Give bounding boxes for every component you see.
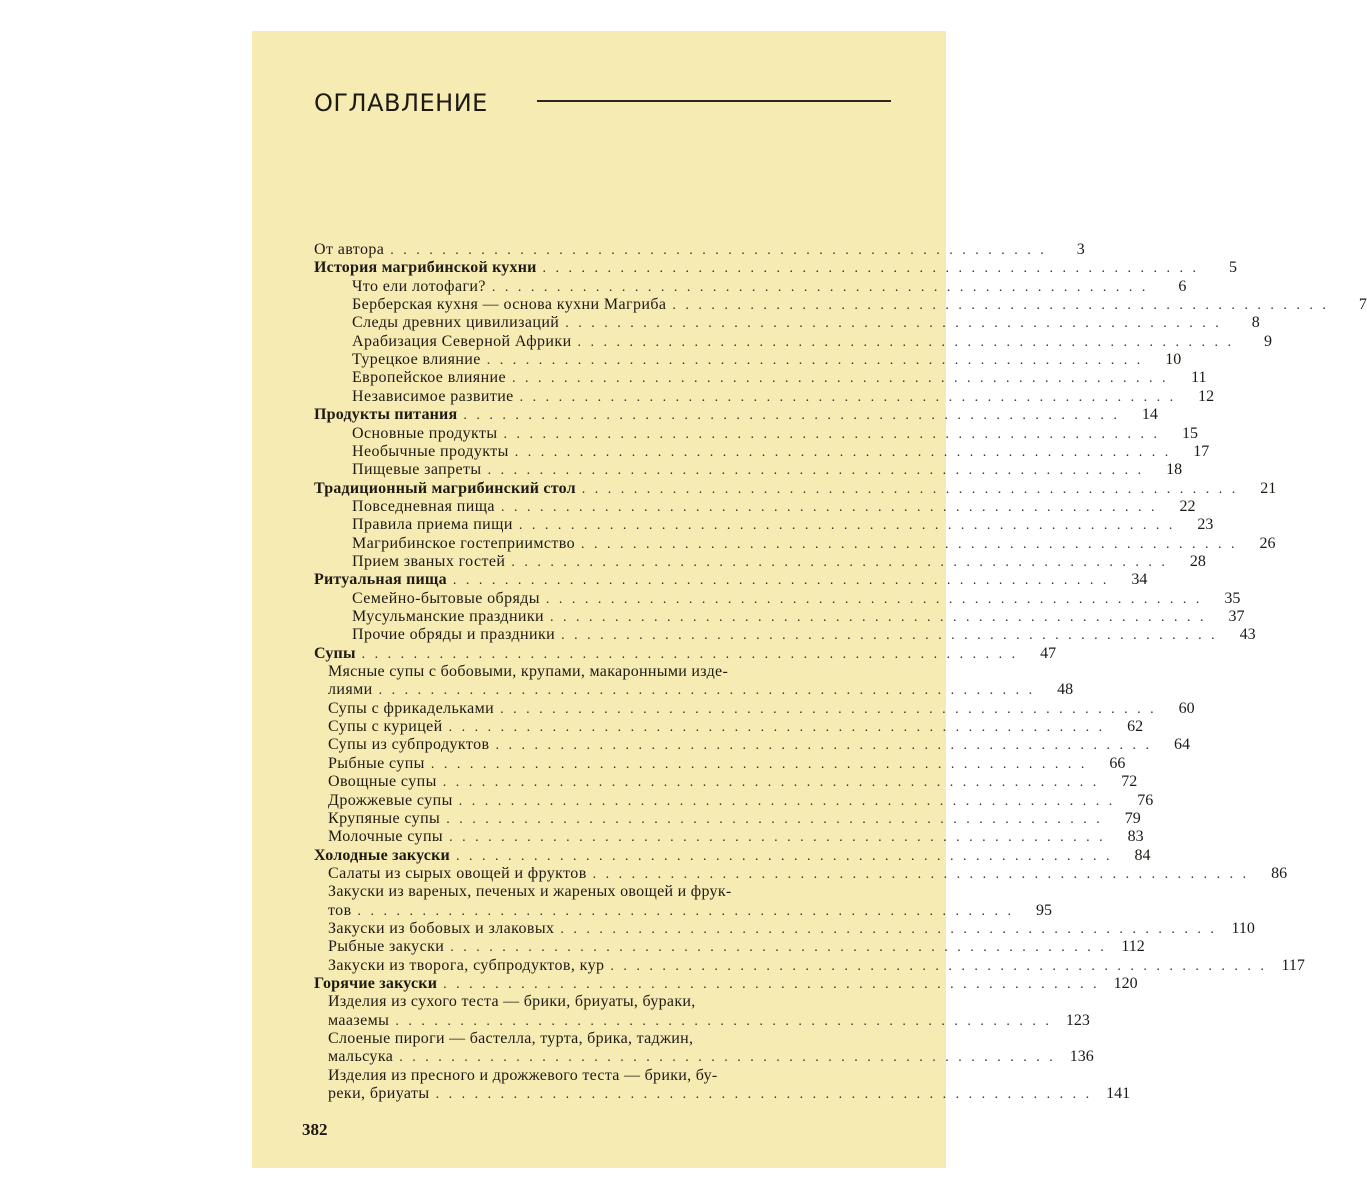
toc-entry-title: Закуски из творога, субпродуктов, кур (328, 956, 605, 974)
dot-leader: . . . . . . . . . . . . . . . . . . . . . . . . . . . . . . . . . . . . . . . . . . . . . . . . . . . (514, 444, 1172, 460)
toc-entry-title: Изделия из сухого теста — брики, бриуаты, бураки, (328, 993, 696, 1011)
toc-entry-title: Турецкое влияние (352, 351, 481, 369)
toc-entry-page: 28 (1189, 552, 1206, 570)
dot-leader: . . . . . . . . . . . . . . . . . . . . . . . . . . . . . . . . . . . . . . . . . . . . . . . . . . . (581, 481, 1239, 497)
toc-entry-page: 5 (1229, 259, 1238, 277)
dot-leader: . . . . . . . . . . . . . . . . . . . . . . . . . . . . . . . . . . . . . . . . . . . . . . . . . . . (560, 921, 1217, 937)
toc-entry (328, 828, 1144, 846)
toc-entry (352, 332, 1273, 351)
dot-leader: . . . . . . . . . . . . . . . . . . . . . . . . . . . . . . . . . . . . . . . . . . . . . . . . . . . (518, 518, 1176, 534)
toc-entry-title: тов (328, 901, 352, 919)
toc-entry-title: реки, бриуаты (328, 1085, 430, 1103)
toc-entry-page: 86 (1271, 864, 1288, 882)
toc-entry-page: 10 (1165, 351, 1182, 369)
toc-entry-title: Дрожжевые супы (328, 791, 453, 809)
toc-entry-title: Семейно-бытовые обряды (352, 589, 540, 607)
toc-entry-title: Рыбные закуски (328, 938, 445, 956)
toc-entry (352, 461, 1183, 479)
toc-entry (314, 975, 1138, 993)
toc-entry-title: Супы (314, 644, 356, 662)
toc-entry-page: 35 (1224, 589, 1241, 607)
toc-entry-title: Основные продукты (352, 424, 498, 442)
toc-entry-title: Холодные закуски (314, 846, 450, 864)
toc-entry-page: 84 (1134, 846, 1151, 864)
dot-leader: . . . . . . . . . . . . . . . . . . . . . . . . . . . . . . . . . . . . . . . . . . . . . . . . . . . (486, 353, 1144, 369)
toc-entry-page: 21 (1260, 479, 1277, 497)
toc-entry-title: Арабизация Северной Африки (352, 332, 572, 350)
dot-leader: . . . . . . . . . . . . . . . . . . . . . . . . . . . . . . . . . . . . . . . . . . . . . . . . . . . (430, 756, 1088, 772)
toc-entry-title: Супы с фрикадельками (328, 699, 495, 717)
toc-entry-title: Мусульманские праздники (352, 608, 545, 625)
toc-entry (352, 387, 1215, 406)
toc-entry (314, 571, 1148, 589)
toc-entry-page: 17 (1193, 442, 1210, 460)
toc-entry (328, 718, 1144, 736)
toc-entry-page: 141 (1106, 1085, 1131, 1103)
toc-entry-title: От автора (314, 241, 385, 258)
dot-leader: . . . . . . . . . . . . . . . . . . . . . . . . . . . . . . . . . . . . . . . . . . . . . . . . . . . (581, 536, 1238, 552)
dot-leader: . . . . . . . . . . . . . . . . . . . . . . . . . . . . . . . . . . . . . . . . . . . . . . . . . . . (361, 646, 1019, 662)
toc-entry-continuation (328, 1048, 1094, 1066)
toc-entry-title: Горячие закуски (314, 975, 438, 992)
dot-leader: . . . . . . . . . . . . . . . . . . . . . . . . . . . . . . . . . . . . . . . . . . . . . . . . . . . (503, 426, 1161, 442)
dot-leader: . . . . . . . . . . . . . . . . . . . . . . . . . . . . . . . . . . . . . . . . . . . . . . . . . . . (495, 738, 1152, 754)
dot-leader: . . . . . . . . . . . . . . . . . . . . . . . . . . . . . . . . . . . . . . . . . . . . . . . . . . . (448, 720, 1106, 736)
toc-entry-title: Пищевые запреты (352, 461, 482, 479)
toc-entry-title: лиями (328, 681, 373, 699)
page-heading: ОГЛАВЛЕНИЕ (314, 89, 488, 117)
toc-entry-page: 7 (1358, 296, 1367, 314)
dot-leader: . . . . . . . . . . . . . . . . . . . . . . . . . . . . . . . . . . . . . . . . . . . . . . . . . . . (519, 389, 1177, 405)
toc-entry-page: 8 (1251, 314, 1260, 332)
toc-entry-page: 18 (1166, 461, 1183, 479)
toc-entry-page: 72 (1121, 773, 1138, 791)
toc-entry (328, 754, 1126, 773)
toc-entry (328, 736, 1190, 754)
toc-entry-title: Правила приема пищи (352, 516, 513, 534)
toc-entry-continuation (328, 901, 1053, 920)
toc-entry-title: Молочные супы (328, 828, 444, 846)
toc-entry (352, 608, 1245, 626)
toc-entry (328, 773, 1138, 791)
toc-entry-title: Необычные продукты (352, 442, 509, 460)
dot-leader: . . . . . . . . . . . . . . . . . . . . . . . . . . . . . . . . . . . . . . . . . . . . . . . . . . . (395, 1013, 1052, 1029)
toc-entry-continuation (328, 1011, 1090, 1030)
toc-entry-title: Супы из субпродуктов (328, 736, 490, 754)
toc-entry-page: 15 (1182, 424, 1199, 442)
toc-entry-page: 76 (1137, 791, 1154, 809)
toc-entry-title: Следы древних цивилизаций (352, 314, 560, 332)
toc-entry-page: 3 (1076, 241, 1085, 258)
toc-entry-title: Берберская кухня — основа кухни Магриба (352, 296, 667, 314)
toc-entry-page: 64 (1173, 736, 1190, 754)
toc-entry (352, 534, 1276, 553)
toc-entry (328, 864, 1288, 883)
toc-entry (352, 626, 1256, 644)
toc-entry (352, 314, 1260, 332)
dot-leader: . . . . . . . . . . . . . . . . . . . . . . . . . . . . . . . . . . . . . . . . . . . . . . . . . . . (672, 298, 1329, 314)
toc-entry (352, 516, 1214, 534)
toc-entry (352, 424, 1199, 443)
toc-entry (328, 809, 1141, 828)
toc-entry (352, 277, 1187, 296)
toc-entry-page: 79 (1124, 809, 1141, 827)
dot-leader: . . . . . . . . . . . . . . . . . . . . . . . . . . . . . . . . . . . . . . . . . . . . . . . . . . . (357, 903, 1015, 919)
toc-entry-title: мааземы (328, 1011, 390, 1029)
dot-leader: . . . . . . . . . . . . . . . . . . . . . . . . . . . . . . . . . . . . . . . . . . . . . . . . . . . (446, 811, 1103, 827)
toc-entry-title: Рыбные супы (328, 754, 425, 772)
dot-leader: . . . . . . . . . . . . . . . . . . . . . . . . . . . . . . . . . . . . . . . . . . . . . . . . . . . (458, 793, 1116, 809)
toc-entry-page: 23 (1197, 516, 1214, 534)
toc-entry (352, 497, 1196, 516)
toc-entry-title: Европейское влияние (352, 369, 506, 387)
toc-entry-title: Закуски из вареных, печеных и жареных овощей и фрук- (328, 883, 732, 901)
toc-entry-page: 117 (1281, 956, 1305, 974)
toc-entry (352, 369, 1207, 387)
toc-entry-page: 83 (1127, 828, 1144, 846)
heading-rule (537, 100, 891, 102)
dot-leader: . . . . . . . . . . . . . . . . . . . . . . . . . . . . . . . . . . . . . . . . . . . . . . . . . . . (442, 775, 1100, 791)
toc-entry-page: 11 (1191, 369, 1207, 387)
dot-leader: . . . . . . . . . . . . . . . . . . . . . . . . . . . . . . . . . . . . . . . . . . . . . . . . . . . (450, 940, 1107, 956)
toc-entry-continuation (328, 1085, 1131, 1103)
toc-entry-title: Продукты питания (314, 406, 458, 424)
toc-entry (314, 846, 1151, 865)
toc-entry (328, 919, 1255, 938)
toc-entry-title: Овощные супы (328, 773, 437, 791)
toc-entry-page: 12 (1198, 387, 1215, 405)
toc-entry-title: Супы с курицей (328, 718, 443, 736)
dot-leader: . . . . . . . . . . . . . . . . . . . . . . . . . . . . . . . . . . . . . . . . . . . . . . . . . . . (435, 1087, 1093, 1103)
toc-entry-title: Слоеные пироги — бастелла, турта, брика, таджин, (328, 1030, 694, 1048)
dot-leader: . . . . . . . . . . . . . . . . . . . . . . . . . . . . . . . . . . . . . . . . . . . . . . . . . . . (545, 591, 1203, 607)
toc-entry-page: 120 (1113, 975, 1138, 992)
dot-leader: . . . . . . . . . . . . . . . . . . . . . . . . . . . . . . . . . . . . . . . . . . . . . . . . . . . (561, 628, 1218, 644)
toc-entry-page: 37 (1228, 608, 1245, 625)
toc-entry (328, 938, 1145, 956)
dot-leader: . . . . . . . . . . . . . . . . . . . . . . . . . . . . . . . . . . . . . . . . . . . . . . . . . . . (550, 610, 1207, 625)
toc-entry (352, 442, 1210, 461)
toc-entry (314, 406, 1158, 424)
toc-entry-title: Прием званых гостей (352, 552, 506, 570)
dot-leader: . . . . . . . . . . . . . . . . . . . . . . . . . . . . . . . . . . . . . . . . . . . . . . . . . . . (512, 371, 1169, 387)
dot-leader: . . . . . . . . . . . . . . . . . . . . . . . . . . . . . . . . . . . . . . . . . . . . . . . . . . . (399, 1050, 1056, 1066)
toc-entry-page: 14 (1141, 406, 1158, 424)
toc-entry (314, 479, 1277, 498)
dot-leader: . . . . . . . . . . . . . . . . . . . . . . . . . . . . . . . . . . . . . . . . . . . . . . . . . . . (449, 830, 1106, 846)
toc-entry (352, 552, 1206, 571)
dot-leader: . . . . . . . . . . . . . . . . . . . . . . . . . . . . . . . . . . . . . . . . . . . . . . . . . . . (443, 977, 1100, 992)
toc-entry (314, 259, 1238, 277)
toc-entry (352, 296, 1367, 314)
toc-entry-title: Крупяные супы (328, 809, 441, 827)
toc-entry-page: 110 (1231, 919, 1255, 937)
toc-entry-title: Ритуальная пища (314, 571, 447, 589)
page-number: 382 (302, 1120, 328, 1139)
toc-entry-title: Традиционный магрибинский стол (314, 479, 576, 497)
toc-entry-page: 22 (1179, 497, 1196, 515)
toc-entry-page: 6 (1178, 277, 1187, 295)
toc-entry-title: Салаты из сырых овощей и фруктов (328, 864, 587, 882)
toc-entry-page: 136 (1069, 1048, 1094, 1066)
toc-entry-title: Закуски из бобовых и злаковых (328, 919, 555, 937)
toc-entry-page: 47 (1040, 644, 1057, 662)
dot-leader: . . . . . . . . . . . . . . . . . . . . . . . . . . . . . . . . . . . . . . . . . . . . . . . . . . . (500, 701, 1157, 717)
toc-entry (328, 699, 1195, 718)
dot-leader: . . . . . . . . . . . . . . . . . . . . . . . . . . . . . . . . . . . . . . . . . . . . . . . . . . . (487, 463, 1145, 479)
dot-leader: . . . . . . . . . . . . . . . . . . . . . . . . . . . . . . . . . . . . . . . . . . . . . . . . . . . (452, 573, 1110, 589)
dot-leader: . . . . . . . . . . . . . . . . . . . . . . . . . . . . . . . . . . . . . . . . . . . . . . . . . . . (592, 866, 1250, 882)
toc-entry-page: 43 (1239, 626, 1256, 644)
dot-leader: . . . . . . . . . . . . . . . . . . . . . . . . . . . . . . . . . . . . . . . . . . . . . . . . . . . (455, 848, 1113, 864)
toc-entry-title: История магрибинской кухни (314, 259, 537, 277)
toc-entry (352, 589, 1241, 608)
dot-leader: . . . . . . . . . . . . . . . . . . . . . . . . . . . . . . . . . . . . . . . . . . . . . . . . . . . (610, 958, 1267, 974)
toc-entry-page: 60 (1178, 699, 1195, 717)
dot-leader: . . . . . . . . . . . . . . . . . . . . . . . . . . . . . . . . . . . . . . . . . . . . . . . . . . . (511, 554, 1168, 570)
toc-entry-page: 26 (1259, 534, 1276, 552)
toc-entry-continuation (328, 681, 1074, 699)
toc-entry-title: Независимое развитие (352, 387, 514, 405)
toc-entry-title: Повседневная пища (352, 497, 495, 515)
dot-leader: . . . . . . . . . . . . . . . . . . . . . . . . . . . . . . . . . . . . . . . . . . . . . . . . . . . (542, 261, 1200, 277)
toc-entry-page: 66 (1109, 754, 1126, 772)
toc-entry-page: 34 (1131, 571, 1148, 589)
dot-leader: . . . . . . . . . . . . . . . . . . . . . . . . . . . . . . . . . . . . . . . . . . . . . . . . . . . (463, 408, 1120, 424)
toc-entry-page: 112 (1121, 938, 1145, 956)
toc-entry-title: мальсука (328, 1048, 394, 1066)
toc-entry-page: 48 (1057, 681, 1074, 699)
toc-entry-page: 62 (1127, 718, 1144, 736)
toc-entry-page: 95 (1036, 901, 1053, 919)
dot-leader: . . . . . . . . . . . . . . . . . . . . . . . . . . . . . . . . . . . . . . . . . . . . . . . . . . . (390, 243, 1047, 258)
dot-leader: . . . . . . . . . . . . . . . . . . . . . . . . . . . . . . . . . . . . . . . . . . . . . . . . . . . (378, 683, 1036, 699)
toc-entry-page: 9 (1264, 332, 1273, 350)
toc-entry-title: Что ели лотофаги? (352, 277, 486, 295)
dot-leader: . . . . . . . . . . . . . . . . . . . . . . . . . . . . . . . . . . . . . . . . . . . . . . . . . . . (500, 499, 1158, 515)
toc-entry (328, 956, 1305, 975)
book-page (252, 31, 1367, 1168)
toc-entry (352, 351, 1182, 369)
toc-entry (328, 791, 1154, 810)
dot-leader: . . . . . . . . . . . . . . . . . . . . . . . . . . . . . . . . . . . . . . . . . . . . . . . . . . . (565, 316, 1222, 332)
toc-entry-title: Магрибинское гостеприимство (352, 534, 575, 552)
toc-entry-page: 123 (1065, 1011, 1090, 1029)
toc-entry (314, 241, 1085, 259)
dot-leader: . . . . . . . . . . . . . . . . . . . . . . . . . . . . . . . . . . . . . . . . . . . . . . . . . . . (577, 334, 1235, 350)
toc-entry-title: Изделия из пресного и дрожжевого теста — брики, бу- (328, 1066, 718, 1084)
toc-entry-title: Прочие обряды и праздники (352, 626, 556, 644)
toc-entry-title: Мясные супы с бобовыми, крупами, макаронными изде- (328, 663, 729, 681)
toc-entry (314, 644, 1057, 663)
dot-leader: . . . . . . . . . . . . . . . . . . . . . . . . . . . . . . . . . . . . . . . . . . . . . . . . . . . (491, 279, 1149, 295)
